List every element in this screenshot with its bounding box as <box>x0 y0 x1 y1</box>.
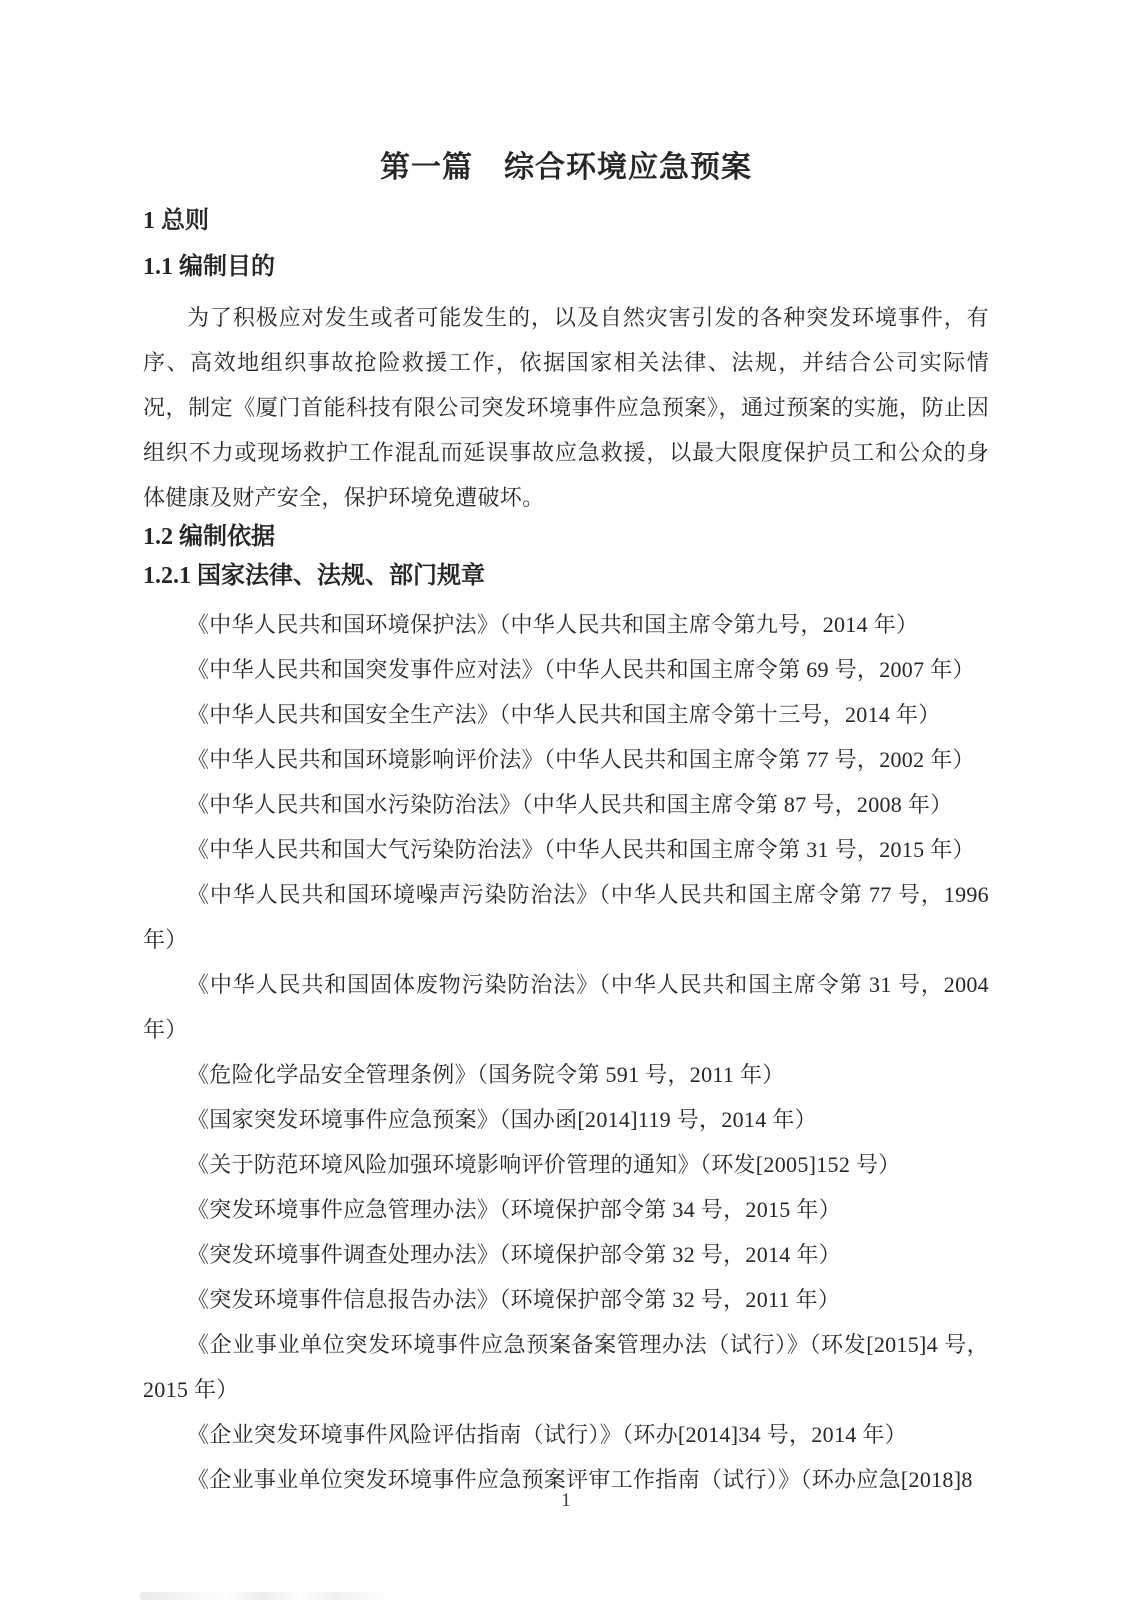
section-heading-1-1: 1.1 编制目的 <box>143 254 275 280</box>
section-heading-1-2-1: 1.2.1 国家法律、法规、部门规章 <box>143 563 485 589</box>
reference-item: 《中华人民共和国大气污染防治法》（中华人民共和国主席令第 31 号，2015 年） <box>187 837 975 862</box>
reference-item: 《中华人民共和国突发事件应对法》（中华人民共和国主席令第 69 号，2007 年） <box>187 657 975 682</box>
reference-item: 《企业突发环境事件风险评估指南（试行）》（环办[2014]34 号，2014 年） <box>187 1422 907 1447</box>
reference-item: 《企业事业单位突发环境事件应急预案评审工作指南（试行）》（环办应急[2018]8 <box>187 1467 973 1492</box>
reference-item: 《中华人民共和国安全生产法》（中华人民共和国主席令第十三号，2014 年） <box>187 702 941 727</box>
page-number: 1 <box>561 1490 571 1511</box>
reference-item: 《中华人民共和国环境影响评价法》（中华人民共和国主席令第 77 号，2002 年） <box>187 747 975 772</box>
reference-item: 《中华人民共和国固体废物污染防治法》（中华人民共和国主席令第 31 号，2004 年） <box>143 972 989 1042</box>
reference-item: 《危险化学品安全管理条例》（国务院令第 591 号，2011 年） <box>187 1062 785 1087</box>
reference-item: 《突发环境事件信息报告办法》（环境保护部令第 32 号，2011 年） <box>187 1287 841 1312</box>
reference-item: 《关于防范环境风险加强环境影响评价管理的通知》（环发[2005]152 号） <box>187 1152 901 1177</box>
reference-item: 《国家突发环境事件应急预案》（国办函[2014]119 号，2014 年） <box>187 1107 817 1132</box>
document-content <box>143 146 989 1502</box>
reference-item: 《突发环境事件应急管理办法》（环境保护部令第 34 号，2015 年） <box>187 1197 842 1222</box>
reference-item: 《企业事业单位突发环境事件应急预案备案管理办法（试行）》（环发[2015]4 号，2015 年） <box>143 1332 989 1402</box>
purpose-paragraph: 为了积极应对发生或者可能发生的，以及自然灾害引发的各种突发环境事件，有序、高效地组织事故抢险救援工作，依据国家相关法律、法规，并结合公司实际情况，制定《厦门首能科技有限公司突发环境事件应急预案》，通过预案的实施，防止因组织不力或现场救护工作混乱而延误事故应急救援，以最大限度保护员工和公众的身体健康及财产安全，保护环境免遭破坏。 <box>143 305 989 510</box>
reference-item: 《突发环境事件调查处理办法》（环境保护部令第 32 号，2014 年） <box>187 1242 842 1267</box>
reference-item: 《中华人民共和国环境保护法》（中华人民共和国主席令第九号，2014 年） <box>187 612 919 637</box>
section-heading-1: 1 总则 <box>143 208 209 234</box>
scan-artifact-cutoff-text <box>140 1592 430 1600</box>
reference-item: 《中华人民共和国环境噪声污染防治法》（中华人民共和国主席令第 77 号，1996 年） <box>143 882 989 952</box>
doc-title: 第一篇 综合环境应急预案 <box>380 151 752 184</box>
section-heading-1-2: 1.2 编制依据 <box>143 524 275 550</box>
reference-item: 《中华人民共和国水污染防治法》（中华人民共和国主席令第 87 号，2008 年） <box>187 792 953 817</box>
